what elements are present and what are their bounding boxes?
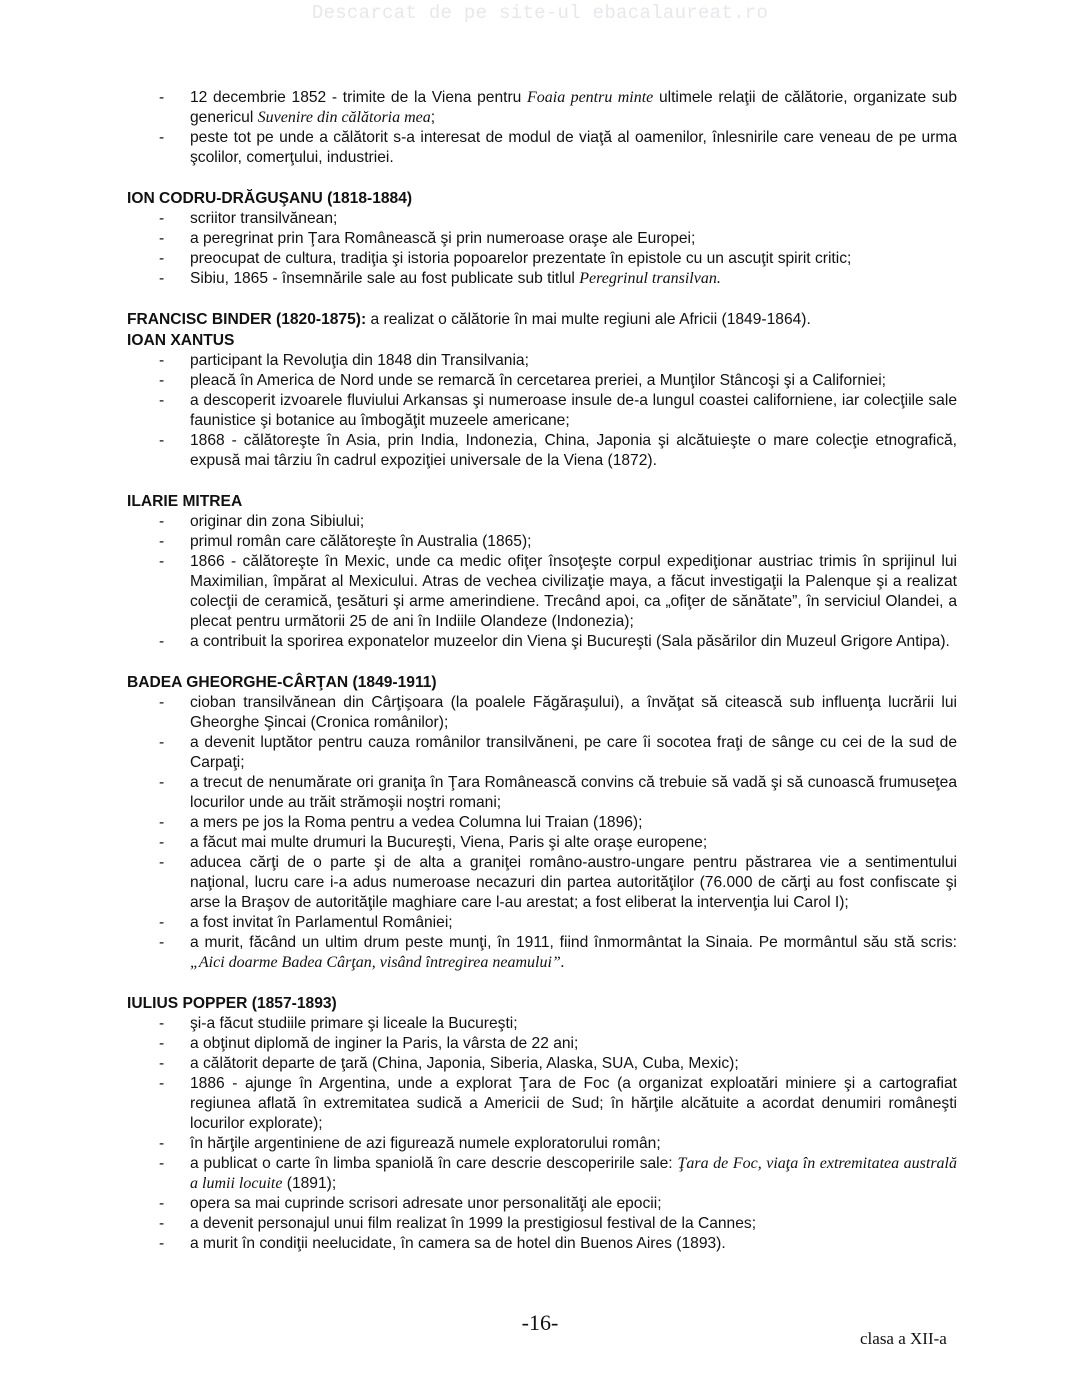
text-run: a mers pe jos la Roma pentru a vedea Columna lui Traian (1896); bbox=[190, 814, 643, 831]
section-heading bbox=[127, 309, 957, 330]
bullet-list bbox=[127, 693, 957, 973]
page-number: -16- bbox=[521, 1310, 559, 1335]
list-item bbox=[127, 1214, 957, 1234]
text-run: a făcut mai multe drumuri la Bucureşti, Viena, Paris şi alte oraşe europene; bbox=[190, 834, 708, 851]
list-item bbox=[127, 552, 957, 632]
text-run: a peregrinat prin Ţara Românească şi prin numeroase oraşe ale Europei; bbox=[190, 230, 696, 247]
section bbox=[127, 993, 957, 1254]
text-run: a obţinut diplomă de inginer la Paris, la vârsta de 22 ani; bbox=[190, 1035, 579, 1052]
list-item bbox=[127, 209, 957, 229]
list-item bbox=[127, 773, 957, 813]
text-run: ; bbox=[430, 109, 436, 126]
text-run: aducea cărţi de o parte şi de alta a graniţei româno-austro-ungare pentru păstrarea vie a sentimentului naţional, lucru care i-a adus numeroase necazuri din partea autorităţilor (76.000 de cărţi au fost confiscate şi arse la Braşov de autorităţile maghiare care l-au arestat; a fost eliberat la intervenţia lui Carol I); bbox=[190, 854, 957, 911]
intro-section bbox=[127, 88, 957, 168]
list-item bbox=[127, 733, 957, 773]
text-run: 12 decembrie 1852 - trimite de la Viena pentru bbox=[190, 89, 527, 106]
watermark: Descarcat de pe site-ul ebacalaureat.ro bbox=[311, 2, 769, 24]
list-item bbox=[127, 1034, 957, 1054]
section-heading bbox=[127, 672, 957, 693]
text-run: a publicat o carte în limba spaniolă în care descrie descoperirile sale: bbox=[190, 1155, 678, 1172]
list-item bbox=[127, 371, 957, 391]
section-heading bbox=[127, 330, 957, 351]
list-item bbox=[127, 913, 957, 933]
list-item bbox=[127, 1014, 957, 1034]
list-item bbox=[127, 693, 957, 733]
section bbox=[127, 672, 957, 973]
list-item bbox=[127, 632, 957, 652]
text-run: a descoperit izvoarele fluviului Arkansas şi numeroase insule de-a lungul coastei californiene, iar colecţiile sale faunistice şi botanice au îmbogăţit muzeele americane; bbox=[190, 392, 957, 429]
text-run: peste tot pe unde a călătorit s-a interesat de modul de viaţă al oamenilor, înlesnirile care veneau de pe urma şcolilor, comerţului, industriei. bbox=[190, 129, 957, 166]
text-run: primul român care călătoreşte în Australia (1865); bbox=[190, 533, 532, 550]
text-run: 1866 - călătoreşte în Mexic, unde ca medic ofiţer însoţeşte corpul expediţionar austriac trimis în sprijinul lui Maximilian, împărat al Mexicului. Atras de vechea civilizaţie maya, a făcut investigaţii la Palenque şi a realizat colecţii de ceramică, ţesături şi arme amerindiene. Trecând apoi, ca „ofiţer de sănătate”, în serviciul Olandei, a plecat pentru următorii 25 de ani în Indiile Olandeze (Indonezia); bbox=[190, 553, 957, 630]
italic-title: „Aici doarme Badea Cârţan, visând întregirea neamului”. bbox=[190, 954, 565, 971]
list-item bbox=[127, 933, 957, 973]
text-run: participant la Revoluţia din 1848 din Transilvania; bbox=[190, 352, 529, 369]
bullet-list bbox=[127, 351, 957, 471]
text-run: scriitor transilvănean; bbox=[190, 210, 338, 227]
list-item bbox=[127, 269, 957, 289]
list-item bbox=[127, 1234, 957, 1254]
italic-title: Foaia pentru minte bbox=[527, 89, 654, 106]
list-item bbox=[127, 532, 957, 552]
text-run: a devenit personajul unui film realizat în 1999 la prestigiosul festival de la Cannes; bbox=[190, 1215, 757, 1232]
text-run: a contribuit la sporirea exponatelor muzeelor din Viena şi Bucureşti (Sala păsărilor din Muzeul Grigore Antipa). bbox=[190, 633, 950, 650]
text-run: (1891); bbox=[282, 1175, 337, 1192]
text-run: a călătorit departe de ţară (China, Japonia, Siberia, Alaska, SUA, Cuba, Mexic); bbox=[190, 1055, 739, 1072]
section-heading bbox=[127, 993, 957, 1014]
bullet-list bbox=[127, 512, 957, 652]
text-run: Sibiu, 1865 - însemnările sale au fost publicate sub titlul bbox=[190, 270, 580, 287]
text-run: cioban transilvănean din Cârţişoara (la poalele Făgăraşului), a învăţat să citească sub influenţa lucrării lui Gheorghe Şincai (Cronica românilor); bbox=[190, 694, 957, 731]
list-item bbox=[127, 853, 957, 913]
heading-name: IOAN XANTUS bbox=[127, 332, 235, 349]
bullet-list bbox=[127, 209, 957, 289]
section bbox=[127, 330, 957, 471]
text-run: 1868 - călătoreşte în Asia, prin India, Indonezia, China, Japonia şi alcătuieşte o mare colecţie etnografică, expusă mai târziu în cadrul expoziţiei universale de la Viena (1872). bbox=[190, 432, 957, 469]
italic-title: Suvenire din călătoria mea bbox=[257, 109, 431, 126]
list-item bbox=[127, 229, 957, 249]
sections-container bbox=[127, 188, 957, 1254]
heading-description: a realizat o călătorie în mai multe regiuni ale Africii (1849-1864). bbox=[366, 311, 811, 328]
class-label: clasa a XII-a bbox=[860, 1329, 947, 1348]
list-item bbox=[127, 391, 957, 431]
bullet-list bbox=[127, 1014, 957, 1254]
list-item bbox=[127, 1154, 957, 1194]
text-run: a murit în condiţii neelucidate, în camera sa de hotel din Buenos Aires (1893). bbox=[190, 1235, 726, 1252]
list-item bbox=[127, 1074, 957, 1134]
text-run: preocupat de cultura, tradiţia şi istoria popoarelor prezentate în epistole cu un ascuţit spirit critic; bbox=[190, 250, 852, 267]
list-item bbox=[127, 88, 957, 128]
list-item bbox=[127, 833, 957, 853]
heading-name: ILARIE MITREA bbox=[127, 493, 243, 510]
italic-title: Peregrinul transilvan. bbox=[579, 270, 721, 287]
section bbox=[127, 309, 957, 330]
list-item bbox=[127, 249, 957, 269]
document-body bbox=[127, 88, 957, 1274]
list-item bbox=[127, 128, 957, 168]
list-item bbox=[127, 512, 957, 532]
text-run: a fost invitat în Parlamentul României; bbox=[190, 914, 453, 931]
text-run: a murit, făcând un ultim drum peste munţi, în 1911, fiind înmormântat la Sinaia. Pe mormântul său stă scris: bbox=[190, 934, 957, 951]
list-item bbox=[127, 1134, 957, 1154]
text-run: a trecut de nenumărate ori graniţa în Ţara Românească convins că trebuie să vadă şi să cunoască frumuseţea locurilor unde au trăit strămoşii noştri romani; bbox=[190, 774, 957, 811]
section bbox=[127, 188, 957, 289]
text-run: originar din zona Sibiului; bbox=[190, 513, 365, 530]
list-item bbox=[127, 1054, 957, 1074]
list-item bbox=[127, 813, 957, 833]
list-item bbox=[127, 431, 957, 471]
text-run: a devenit luptător pentru cauza românilor transilvăneni, pe care îi socotea fraţi de sânge cu cei de la sud de Carpaţi; bbox=[190, 734, 957, 771]
heading-name: FRANCISC BINDER (1820-1875): bbox=[127, 311, 367, 328]
heading-name: IULIUS POPPER (1857-1893) bbox=[127, 995, 337, 1012]
text-run: şi-a făcut studiile primare şi liceale la Bucureşti; bbox=[190, 1015, 518, 1032]
section-heading bbox=[127, 188, 957, 209]
text-run: 1886 - ajunge în Argentina, unde a explorat Ţara de Foc (a organizat exploatări miniere şi a cartografiat regiunea aflată în extremitatea sudică a Americii de Sud; în hărţile alcătuite a acordat denumiri româneşti locurilor explorate); bbox=[190, 1075, 957, 1132]
list-item bbox=[127, 1194, 957, 1214]
section-heading bbox=[127, 491, 957, 512]
italic-title: Ţara de Foc, viaţa în extremitatea australă a lumii locuite bbox=[190, 1155, 957, 1192]
section bbox=[127, 491, 957, 652]
heading-name: ION CODRU-DRĂGUŞANU (1818-1884) bbox=[127, 190, 413, 207]
intro-list bbox=[127, 88, 957, 168]
heading-name: BADEA GHEORGHE-CÂRŢAN (1849-1911) bbox=[127, 674, 437, 691]
text-run: în hărţile argentiniene de azi figurează numele exploratorului român; bbox=[190, 1135, 661, 1152]
text-run: pleacă în America de Nord unde se remarcă în cercetarea preriei, a Munţilor Stâncoşi şi a Californiei; bbox=[190, 372, 886, 389]
text-run: opera sa mai cuprinde scrisori adresate unor personalităţi ale epocii; bbox=[190, 1195, 662, 1212]
list-item bbox=[127, 351, 957, 371]
text-run: ultimele relaţii de călătorie, organizate sub genericul bbox=[190, 89, 957, 126]
